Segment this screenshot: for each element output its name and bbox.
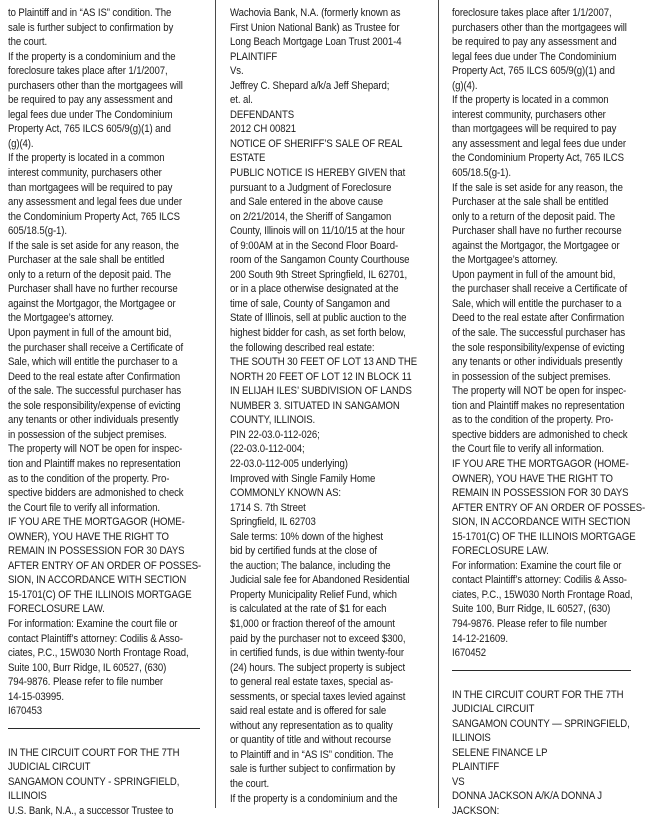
text-line: THE SOUTH 30 FEET OF LOT 13 AND THE	[230, 356, 418, 369]
text-line: ILLINOIS	[452, 732, 491, 745]
text-line: the purchaser shall receive a Certificate of	[452, 283, 628, 296]
text-line: Wachovia Bank, N.A. (formerly known as	[230, 7, 401, 19]
text-line: First Union National Bank) as Trustee for	[230, 21, 400, 34]
text-line: DEFENDANTS	[230, 108, 295, 121]
text-line: purchasers other than the mortgagees will	[452, 21, 627, 34]
text-line: as to the condition of the property. Pro-	[452, 414, 614, 427]
text-line: Property Act, 765 ILCS 605/9(g)(1) and	[452, 65, 615, 78]
column-divider	[438, 0, 439, 808]
text-line: Springfield, IL 62703	[230, 516, 316, 529]
text-line: without any representation as to quality	[230, 719, 393, 732]
text-line: IF YOU ARE THE MORTGAGOR (HOME-	[8, 516, 185, 529]
legal-notices-column-3	[452, 6, 646, 819]
text-line: Purchaser shall have no further recourse	[8, 283, 178, 296]
text-line: PUBLIC NOTICE IS HEREBY GIVEN that	[230, 167, 406, 180]
text-line: FORECLOSURE LAW.	[452, 545, 549, 558]
text-line: I670452	[452, 647, 487, 660]
text-line: The property will NOT be open for inspec-	[8, 443, 183, 456]
text-line: 14-15-03995.	[8, 690, 64, 703]
text-line: of the sale. The successful purchaser has	[8, 385, 182, 398]
text-line: REMAIN IN POSSESSION FOR 30 DAYS	[8, 545, 185, 558]
text-line: Improved with Single Family Home	[230, 472, 376, 485]
text-line: tion and Plaintiff makes no representation	[8, 457, 181, 470]
notice-text-block	[8, 6, 212, 719]
text-line: COMMONLY KNOWN AS:	[230, 487, 341, 500]
text-line: 1714 S. 7th Street	[230, 501, 306, 514]
text-line: SION, IN ACCORDANCE WITH SECTION	[8, 574, 187, 587]
text-line: DONNA JACKSON A/K/A DONNA J	[452, 790, 602, 803]
notice-text-block	[8, 746, 212, 819]
text-line: (g)(4).	[8, 137, 34, 150]
text-line: any assessment and legal fees due under	[8, 196, 182, 209]
text-line: AFTER ENTRY OF AN ORDER OF POSSES-	[8, 559, 202, 572]
text-line: ESTATE	[230, 152, 266, 165]
text-line: paid by the purchaser not to exceed $300,	[230, 632, 406, 645]
text-line: For information: Examine the court file or	[452, 559, 622, 572]
text-line: If the sale is set aside for any reason, the	[8, 239, 179, 252]
text-line: interest community, purchasers other	[8, 167, 162, 180]
text-line: sale is further subject to confirmation by	[230, 763, 396, 776]
text-line: PLAINTIFF	[230, 50, 278, 63]
text-line: If the sale is set aside for any reason, the	[452, 181, 623, 194]
text-line: the Mortgagee’s attorney.	[8, 312, 114, 325]
text-line: COUNTY, ILLINOIS.	[230, 414, 316, 427]
text-line: the court.	[8, 36, 48, 49]
text-line: SION, IN ACCORDANCE WITH SECTION	[452, 516, 631, 529]
text-line: contact Plaintiff’s attorney: Codilis & Asso-	[8, 632, 183, 645]
text-line: the Condominium Property Act, 765 ILCS	[452, 152, 624, 165]
text-line: If the property is a condominium and the	[8, 50, 176, 63]
text-line: I670453	[8, 705, 43, 718]
text-line: of 9:00AM at in the Second Floor Board-	[230, 239, 399, 252]
text-line: the Court file to verify all information.	[8, 501, 160, 514]
text-line: Vs.	[230, 65, 244, 78]
text-line: the sole responsibility/expense of evicting	[452, 341, 625, 354]
text-line: et. al.	[230, 94, 253, 107]
text-line: JACKSON:	[452, 804, 500, 817]
text-line: any tenants or other individuals presently	[452, 356, 623, 369]
text-line: or in a place otherwise designated at the	[230, 283, 399, 296]
notice-text-block	[230, 6, 434, 806]
text-line: foreclosure takes place after 1/1/2007,	[452, 7, 612, 19]
text-line: is calculated at the rate of $1 for each	[230, 603, 387, 616]
text-line: The property will NOT be open for inspec-	[452, 385, 627, 398]
text-line: NUMBER 3. SITUATED IN SANGAMON	[230, 399, 400, 412]
text-line: Purchaser at the sale shall be entitled	[8, 254, 165, 267]
text-line: as to the condition of the property. Pro-	[8, 472, 170, 485]
text-line: spective bidders are admonished to check	[452, 428, 628, 441]
text-line: 605/18.5(g-1).	[8, 225, 67, 238]
text-line: against the Mortgagor, the Mortgagee or	[452, 239, 620, 252]
text-line: ciates, P.C., 15W030 North Frontage Road,	[8, 647, 189, 660]
text-line: the following described real estate:	[230, 341, 375, 354]
text-line: highest bidder for cash, as set forth below,	[230, 327, 406, 340]
text-line: interest community, purchasers other	[452, 108, 606, 121]
text-line: PIN 22-03.0-112-026;	[230, 428, 320, 441]
legal-notices-column-2	[230, 6, 434, 806]
text-line: NORTH 20 FEET OF LOT 12 IN BLOCK 11	[230, 370, 412, 383]
text-line: NOTICE OF SHERIFF’S SALE OF REAL	[230, 137, 403, 150]
text-line: to Plaintiff and in “AS IS” condition. The	[8, 7, 172, 19]
text-line: be required to pay any assessment and	[452, 36, 617, 49]
text-line: any tenants or other individuals presently	[8, 414, 179, 427]
text-line: REMAIN IN POSSESSION FOR 30 DAYS	[452, 487, 629, 500]
text-line: Suite 100, Burr Ridge, IL 60527, (630)	[8, 661, 167, 674]
text-line: Sale, which will entitle the purchaser to a	[8, 356, 178, 369]
text-line: bid by certified funds at the close of	[230, 545, 377, 558]
text-line: U.S. Bank, N.A., a successor Trustee to	[8, 804, 174, 817]
text-line: Property Act, 765 ILCS 605/9(g)(1) and	[8, 123, 171, 136]
text-line: Sale terms: 10% down of the highest	[230, 530, 384, 543]
text-line: only to a return of the deposit paid. The	[452, 210, 615, 223]
text-line: $1,000 or fraction thereof of the amount	[230, 617, 395, 630]
text-line: 14-12-21609.	[452, 632, 508, 645]
text-line: 22-03.0-112-005 underlying)	[230, 457, 348, 470]
text-line: 794-9876. Please refer to file number	[452, 617, 607, 630]
text-line: For information: Examine the court file or	[8, 617, 178, 630]
text-line: SANGAMON COUNTY — SPRINGFIELD,	[452, 717, 630, 730]
text-line: 15-1701(C) OF THE ILLINOIS MORTGAGE	[8, 588, 192, 601]
text-line: the auction; The balance, including the	[230, 559, 391, 572]
text-line: ILLINOIS	[8, 790, 47, 803]
text-line: room of the Sangamon County Courthouse	[230, 254, 410, 267]
text-line: pursuant to a Judgment of Foreclosure	[230, 181, 392, 194]
text-line: only to a return of the deposit paid. The	[8, 268, 171, 281]
text-line: JUDICIAL CIRCUIT	[8, 761, 91, 774]
text-line: IN THE CIRCUIT COURT FOR THE 7TH	[8, 746, 180, 759]
text-line: SELENE FINANCE LP	[452, 746, 548, 759]
text-line: IF YOU ARE THE MORTGAGOR (HOME-	[452, 457, 629, 470]
text-line: Long Beach Mortgage Loan Trust 2001-4	[230, 36, 402, 49]
text-line: ciates, P.C., 15W030 North Frontage Road,	[452, 588, 633, 601]
text-line: SANGAMON COUNTY - SPRINGFIELD,	[8, 775, 180, 788]
text-line: or quantity of title and without recourse	[230, 734, 392, 747]
text-line: than mortgagees will be required to pay	[8, 181, 173, 194]
text-line: to general real estate taxes, special as-	[230, 676, 394, 689]
text-line: than mortgagees will be required to pay	[452, 123, 617, 136]
text-line: the purchaser shall receive a Certificate of	[8, 341, 184, 354]
text-line: the Court file to verify all information.	[452, 443, 604, 456]
text-line: AFTER ENTRY OF AN ORDER OF POSSES-	[452, 501, 646, 514]
text-line: on 2/21/2014, the Sheriff of Sangamon	[230, 210, 392, 223]
text-line: sale is further subject to confirmation by	[8, 21, 174, 34]
text-line: Sale, which will entitle the purchaser to a	[452, 297, 622, 310]
text-line: VS	[452, 775, 465, 788]
text-line: the Condominium Property Act, 765 ILCS	[8, 210, 180, 223]
notice-text-block	[452, 6, 646, 661]
text-line: Jeffrey C. Shepard a/k/a Jeff Shepard;	[230, 79, 390, 92]
text-line: Suite 100, Burr Ridge, IL 60527, (630)	[452, 603, 611, 616]
text-line: 605/18.5(g-1).	[452, 167, 511, 180]
text-line: (24) hours. The subject property is subject	[230, 661, 406, 674]
text-line: legal fees due under The Condominium	[8, 108, 173, 121]
notice-text-block	[452, 688, 642, 819]
text-line: If the property is located in a common	[8, 152, 165, 165]
text-line: JUDICIAL CIRCUIT	[452, 703, 535, 716]
text-line: Purchaser at the sale shall be entitled	[452, 196, 609, 209]
text-line: contact Plaintiff’s attorney: Codilis & Asso-	[452, 574, 627, 587]
notice-separator-rule	[452, 670, 631, 671]
text-line: 2012 CH 00821	[230, 123, 296, 136]
text-line: legal fees due under The Condominium	[452, 50, 617, 63]
text-line: (22-03.0-112-004;	[230, 443, 305, 456]
text-line: in possession of the subject premises.	[8, 428, 167, 441]
text-line: Deed to the real estate after Confirmation	[8, 370, 181, 383]
text-line: 200 South 9th Street Springfield, IL 62701,	[230, 268, 408, 281]
text-line: said real estate and is offered for sale	[230, 705, 387, 718]
text-line: OWNER), YOU HAVE THE RIGHT TO	[8, 530, 169, 543]
text-line: in certified funds, is due within twenty-four	[230, 647, 404, 660]
text-line: Upon payment in full of the amount bid,	[452, 268, 616, 281]
text-line: If the property is a condominium and the	[230, 792, 398, 805]
text-line: If the property is located in a common	[452, 94, 609, 107]
text-line: any assessment and legal fees due under	[452, 137, 626, 150]
text-line: be required to pay any assessment and	[8, 94, 173, 107]
text-line: the court.	[230, 777, 270, 790]
text-line: time of sale, County of Sangamon and	[230, 297, 390, 310]
text-line: IN ELIJAH ILES’ SUBDIVISION OF LANDS	[230, 385, 412, 398]
text-line: 794-9876. Please refer to file number	[8, 676, 163, 689]
text-line: PLAINTIFF	[452, 761, 500, 774]
text-line: (g)(4).	[452, 79, 478, 92]
column-divider	[215, 0, 216, 808]
text-line: and Sale entered in the above cause	[230, 196, 384, 209]
text-line: County, Illinois will on 11/10/15 at the hour	[230, 225, 405, 238]
text-line: to Plaintiff and in “AS IS” condition. The	[230, 748, 394, 761]
text-line: spective bidders are admonished to check	[8, 487, 184, 500]
text-line: in possession of the subject premises.	[452, 370, 611, 383]
text-line: sessments, or special taxes levied against	[230, 690, 406, 703]
text-line: OWNER), YOU HAVE THE RIGHT TO	[452, 472, 613, 485]
text-line: tion and Plaintiff makes no representation	[452, 399, 625, 412]
text-line: foreclosure takes place after 1/1/2007,	[8, 65, 168, 78]
text-line: Purchaser shall have no further recourse	[452, 225, 622, 238]
text-line: State of Illinois, sell at public auction to the	[230, 312, 407, 325]
text-line: 15-1701(C) OF THE ILLINOIS MORTGAGE	[452, 530, 636, 543]
text-line: of the sale. The successful purchaser has	[452, 327, 626, 340]
text-line: FORECLOSURE LAW.	[8, 603, 105, 616]
text-line: against the Mortgagor, the Mortgagee or	[8, 297, 176, 310]
text-line: Upon payment in full of the amount bid,	[8, 327, 172, 340]
text-line: IN THE CIRCUIT COURT FOR THE 7TH	[452, 688, 624, 701]
text-line: the Mortgagee’s attorney.	[452, 254, 558, 267]
notice-separator-rule	[8, 728, 200, 729]
text-line: the sole responsibility/expense of evicting	[8, 399, 181, 412]
text-line: Deed to the real estate after Confirmation	[452, 312, 625, 325]
text-line: purchasers other than the mortgagees will	[8, 79, 183, 92]
text-line: Property Municipality Relief Fund, which	[230, 588, 397, 601]
text-line: Judicial sale fee for Abandoned Residential	[230, 574, 410, 587]
legal-notices-column-1	[8, 6, 212, 819]
